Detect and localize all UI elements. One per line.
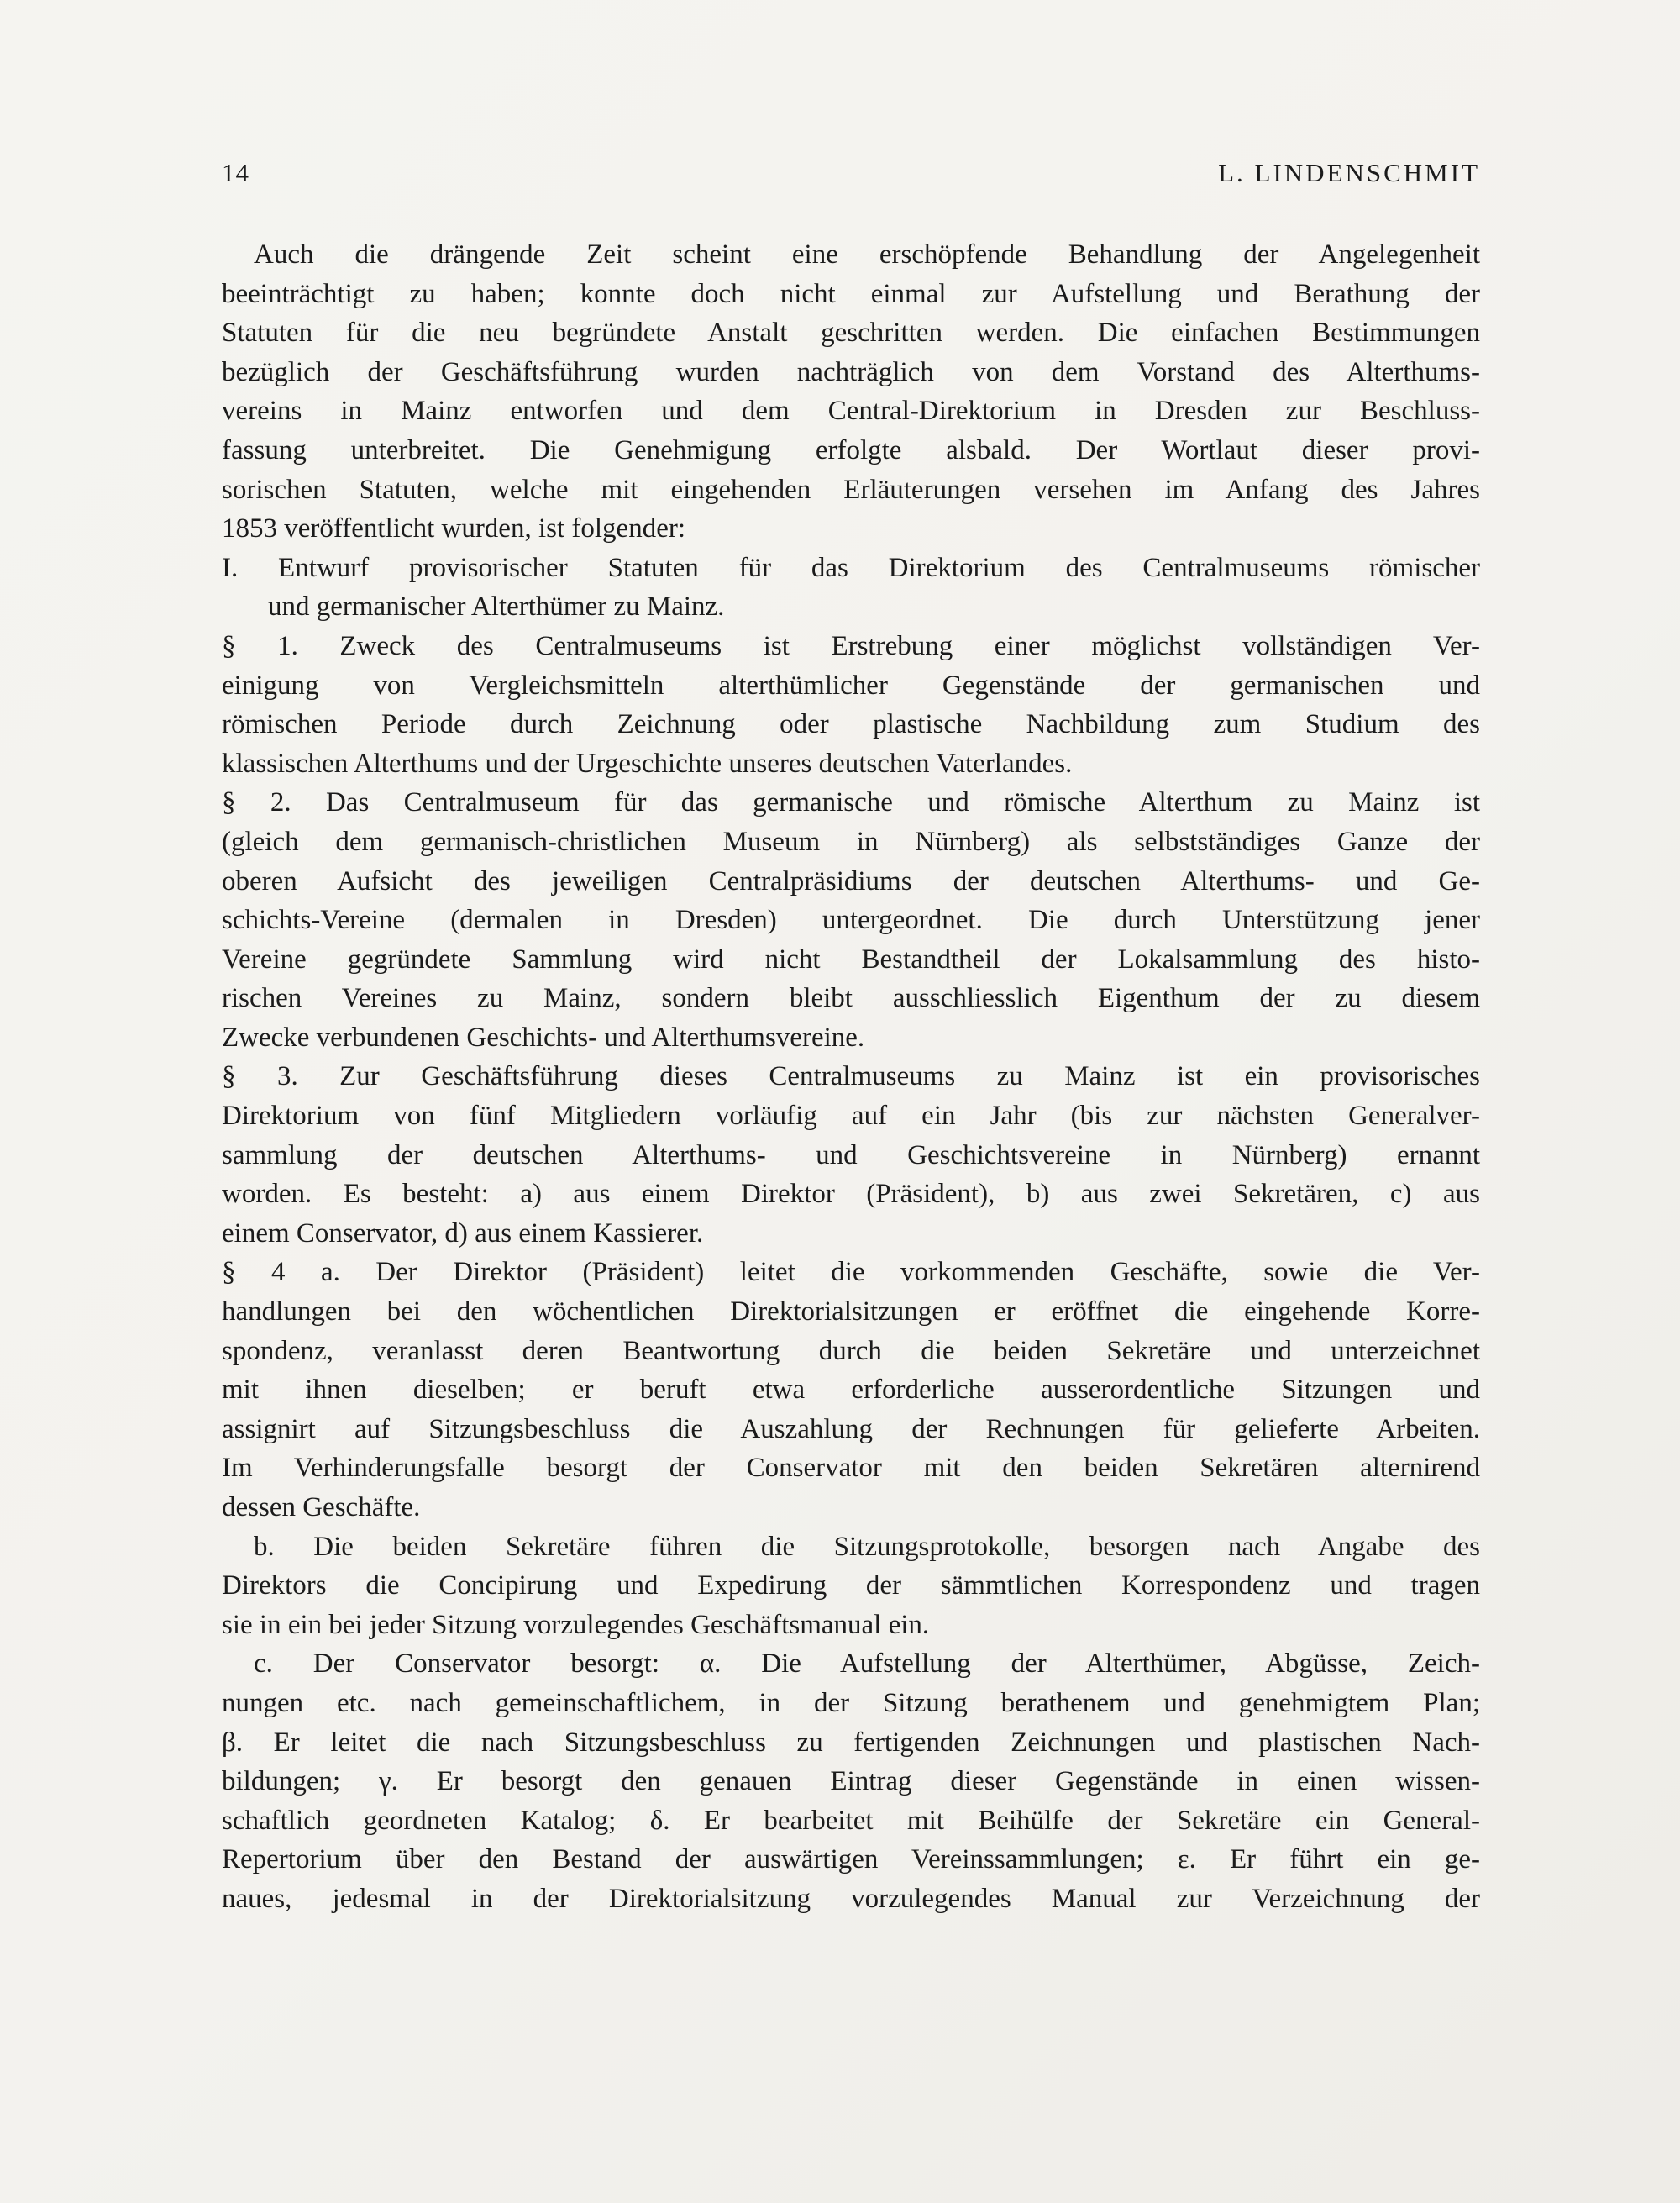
text-line: Direktors die Concipirung und Expedirung der sämmtlichen Korrespondenz und tragen [222,1570,1480,1601]
text-line: b. Die beiden Sekretäre führen die Sitzungsprotokolle, besorgen nach Angabe des [254,1531,1480,1562]
text-line: einem Conservator, d) aus einem Kassierer. [222,1217,704,1249]
text-line: § 3. Zur Geschäftsführung dieses Centralmuseums zu Mainz ist ein provisorisches [222,1061,1480,1092]
paragraph-para-2 [222,783,1480,1057]
text-line: Repertorium über den Bestand der auswärtigen Vereinssammlungen; ε. Er führt ein ge- [222,1844,1480,1875]
text-line: römischen Periode durch Zeichnung oder plastische Nachbildung zum Studium des [222,709,1480,740]
paragraph-para-4c [222,1644,1480,1918]
text-line: sorischen Statuten, welche mit eingehenden Erläuterungen versehen im Anfang des Jahres [222,474,1480,505]
text-line: handlungen bei den wöchentlichen Direktorialsitzungen er eröffnet die eingehende Korre- [222,1296,1480,1328]
text-line: schaftlich geordneten Katalog; δ. Er bearbeitet mit Beihülfe der Sekretäre ein General- [222,1805,1480,1836]
text-line: fassung unterbreitet. Die Genehmigung erfolgte alsbald. Der Wortlaut dieser provi- [222,434,1480,465]
text-line: (gleich dem germanisch-christlichen Museum in Nürnberg) als selbstständiges Ganze der [222,826,1480,857]
text-line: einigung von Vergleichsmitteln alterthümlicher Gegenstände der germanischen und [222,670,1480,701]
page-number: 14 [222,158,249,187]
text-line: dessen Geschäfte. [222,1492,421,1522]
text-line: § 2. Das Centralmuseum für das germanische und römische Alterthum zu Mainz ist [222,787,1480,818]
text-line: β. Er leitet die nach Sitzungsbeschluss zu fertigenden Zeichnungen und plastischen Nach- [222,1727,1480,1758]
body-text [222,235,1480,1919]
text-line: naues, jedesmal in der Direktorialsitzung vorzulegendes Manual zur Verzeichnung der [222,1883,1480,1914]
text-line: beeinträchtigt zu haben; konnte doch nicht einmal zur Aufstellung und Berathung der [222,278,1480,309]
text-line: assignirt auf Sitzungsbeschluss die Auszahlung der Rechnungen für gelieferte Arbeiten. [222,1413,1480,1444]
text-line: und germanischer Alterthümer zu Mainz. [268,591,725,623]
text-line: worden. Es besteht: a) aus einem Direktor (Präsident), b) aus zwei Sekretären, c) aus [222,1179,1480,1210]
paragraph-para-4a [222,1253,1480,1527]
text-line: sie in ein bei jeder Sitzung vorzulegendes Geschäftsmanual ein. [222,1609,930,1640]
paragraph-para-1 [222,627,1480,783]
paragraph-heading-entwurf [222,549,1480,627]
paragraph-para-4b [222,1527,1480,1645]
text-line: bezüglich der Geschäftsführung wurden nachträglich von dem Vorstand des Alterthums- [222,356,1480,387]
text-line: c. Der Conservator besorgt: α. Die Aufstellung der Alterthümer, Abgüsse, Zeich- [254,1648,1480,1680]
text-line: nungen etc. nach gemeinschaftlichem, in der Sitzung berathenem und genehmigtem Plan; [222,1687,1480,1718]
paragraph-para-3 [222,1057,1480,1253]
text-line: sammlung der deutschen Alterthums- und Geschichtsvereine in Nürnberg) ernannt [222,1139,1480,1170]
text-line: mit ihnen dieselben; er beruft etwa erforderliche ausserordentliche Sitzungen und [222,1375,1480,1406]
text-line: Im Verhinderungsfalle besorgt der Conservator mit den beiden Sekretären alternirend [222,1453,1480,1484]
text-line: I. Entwurf provisorischer Statuten für das Direktorium des Centralmuseums römischer [222,552,1480,583]
text-line: schichts-Vereine (dermalen in Dresden) untergeordnet. Die durch Unterstützung jener [222,905,1480,936]
running-title-author: L. LINDENSCHMIT [1218,158,1480,187]
text-line: Direktorium von fünf Mitgliedern vorläufig auf ein Jahr (bis zur nächsten Generalver- [222,1101,1480,1132]
text-line: rischen Vereines zu Mainz, sondern bleibt ausschliesslich Eigenthum der zu diesem [222,983,1480,1014]
text-line: Auch die drängende Zeit scheint eine erschöpfende Behandlung der Angelegenheit [254,239,1480,270]
text-line: vereins in Mainz entworfen und dem Central-Direktorium in Dresden zur Beschluss- [222,396,1480,427]
text-line: Zwecke verbundenen Geschichts- und Alterthumsvereine. [222,1022,865,1053]
text-line: klassischen Alterthums und der Urgeschichte unseres deutschen Vaterlandes. [222,748,1073,779]
text-line: Statuten für die neu begründete Anstalt geschritten werden. Die einfachen Bestimmungen [222,318,1480,349]
text-line: 1853 veröffentlicht wurden, ist folgender: [222,513,685,544]
paragraph-intro [222,235,1480,549]
text-line: oberen Aufsicht des jeweiligen Centralpräsidiums der deutschen Alterthums- und Ge- [222,865,1480,896]
text-line: Vereine gegründete Sammlung wird nicht Bestandtheil der Lokalsammlung des histo- [222,944,1480,975]
text-line: spondenz, veranlasst deren Beantwortung durch die beiden Sekretäre und unterzeichnet [222,1335,1480,1366]
text-line: § 4 a. Der Direktor (Präsident) leitet die vorkommenden Geschäfte, sowie die Ver- [222,1257,1480,1288]
running-header [222,158,1480,188]
text-line: § 1. Zweck des Centralmuseums ist Erstrebung einer möglichst vollständigen Ver- [222,630,1480,661]
text-line: bildungen; γ. Er besorgt den genauen Eintrag dieser Gegenstände in einen wissen- [222,1766,1480,1797]
